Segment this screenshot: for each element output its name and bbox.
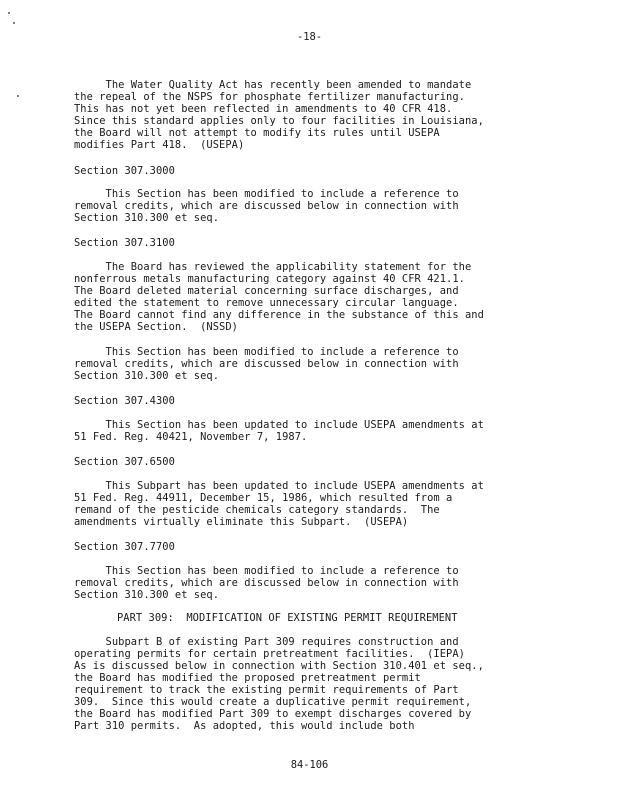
text-line: The Water Quality Act has recently been amended to mandate [74, 79, 472, 91]
text-line: The Board deleted material concerning surface discharges, and [74, 285, 459, 297]
scan-speck [8, 12, 10, 14]
section-heading: Section 307.3000 [74, 165, 175, 177]
footer-page-number: 84-106 [290, 759, 329, 771]
part-heading: PART 309: MODIFICATION OF EXISTING PERMIT REQUIREMENT [117, 612, 458, 624]
section-heading: Section 307.6500 [74, 456, 175, 468]
section-heading: Section 307.4300 [74, 395, 175, 407]
text-line: 309. Since this would create a duplicative permit requirement, [74, 696, 472, 708]
text-line: requirement to track the existing permit requirements of Part [74, 684, 459, 696]
text-line: the Board has modified Part 309 to exempt discharges covered by [74, 708, 472, 720]
text-line: The Board has reviewed the applicability statement for the [74, 261, 472, 273]
text-line: operating permits for certain pretreatment facilities. (IEPA) [74, 648, 465, 660]
page-number: -18- [296, 31, 323, 43]
text-line: As is discussed below in connection with Section 310.401 et seq., [74, 660, 484, 672]
text-line: Section 310.300 et seq. [74, 370, 220, 382]
text-line: Section 310.300 et seq. [74, 589, 220, 601]
text-line: The Board cannot find any difference in the substance of this and [74, 309, 484, 321]
text-line: the repeal of the NSPS for phosphate fertilizer manufacturing. [74, 91, 465, 103]
text-line: This Subpart has been updated to include USEPA amendments at [74, 480, 484, 492]
text-line: This has not yet been reflected in amendments to 40 CFR 418. [74, 103, 453, 115]
text-line: remand of the pesticide chemicals category standards. The [74, 504, 440, 516]
text-line: removal credits, which are discussed below in connection with [74, 577, 459, 589]
text-line: the Board has modified the proposed pretreatment permit [74, 672, 421, 684]
scan-speck [17, 95, 19, 97]
text-line: edited the statement to remove unnecessary circular language. [74, 297, 459, 309]
section-heading: Section 307.3100 [74, 237, 175, 249]
text-line: the USEPA Section. (NSSD) [74, 321, 238, 333]
text-line: nonferrous metals manufacturing category against 40 CFR 421.1. [74, 273, 465, 285]
text-line: removal credits, which are discussed below in connection with [74, 358, 459, 370]
text-line: Since this standard applies only to four facilities in Louisiana, [74, 115, 484, 127]
text-line: modifies Part 418. (USEPA) [74, 139, 245, 151]
text-line: 51 Fed. Reg. 44911, December 15, 1986, which resulted from a [74, 492, 453, 504]
text-line: Section 310.300 et seq. [74, 212, 220, 224]
scan-speck [13, 22, 15, 24]
text-line: removal credits, which are discussed below in connection with [74, 200, 459, 212]
text-line: Part 310 permits. As adopted, this would include both [74, 720, 415, 732]
text-line: 51 Fed. Reg. 40421, November 7, 1987. [74, 431, 308, 443]
text-line: This Section has been modified to include a reference to [74, 346, 459, 358]
section-heading: Section 307.7700 [74, 541, 175, 553]
text-line: Subpart B of existing Part 309 requires construction and [74, 636, 459, 648]
text-line: This Section has been updated to include USEPA amendments at [74, 419, 484, 431]
text-line: amendments virtually eliminate this Subpart. (USEPA) [74, 516, 409, 528]
text-line: This Section has been modified to include a reference to [74, 565, 459, 577]
text-line: the Board will not attempt to modify its rules until USEPA [74, 127, 440, 139]
text-line: This Section has been modified to include a reference to [74, 188, 459, 200]
